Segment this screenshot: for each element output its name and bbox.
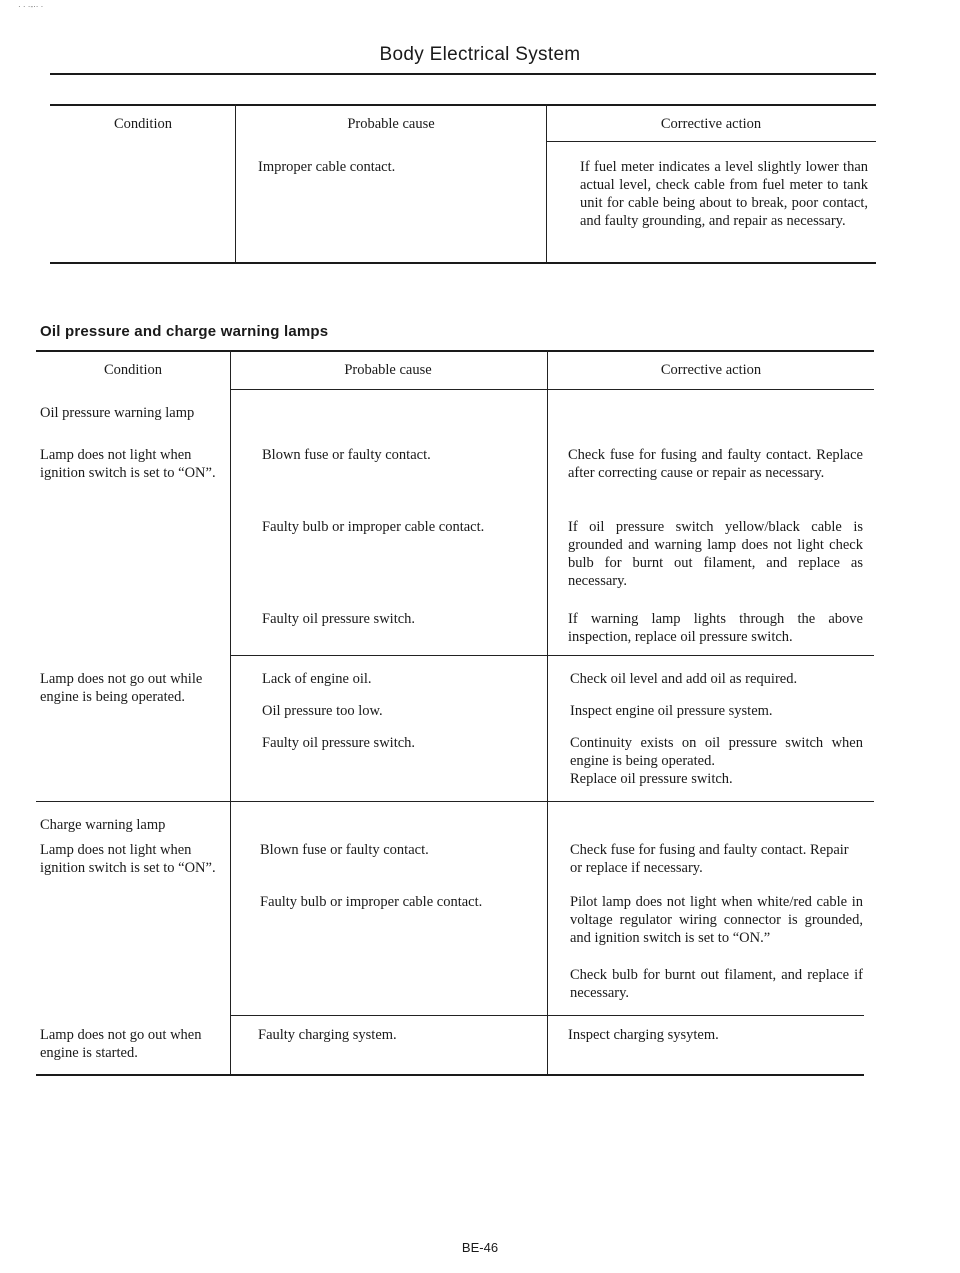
- charge-cause-blown-fuse: Blown fuse or faulty contact.: [260, 842, 429, 858]
- charge-lamp-title: Charge warning lamp: [40, 817, 166, 833]
- oil-group-rule: [230, 655, 874, 656]
- page-title: Body Electrical System: [379, 44, 581, 65]
- table1-header-rule: [546, 141, 876, 142]
- oil-cause-blown-fuse: Blown fuse or faulty contact.: [262, 447, 431, 463]
- charge-cause-system: Faulty charging system.: [258, 1027, 397, 1043]
- charge-condition-no-light: Lamp does not light when ignition switch is set to “ON”.: [40, 842, 216, 876]
- table1-header-condition: Condition: [113, 116, 172, 132]
- charge-cause-faulty-bulb: Faulty bulb or improper cable contact.: [260, 894, 483, 910]
- charge-action-blown-fuse: Check fuse for fusing and faulty contact. Repair or replace if necessary.: [570, 842, 849, 876]
- table2-divider-2: [547, 350, 548, 1074]
- oil-action-faulty-switch: If warning lamp lights through the above inspection, replace oil pressure switch.: [568, 611, 863, 645]
- table1-header-cause: Probable cause: [347, 116, 435, 132]
- table1-header-action: Corrective action: [660, 116, 762, 132]
- oil-cause-faulty-switch: Faulty oil pressure switch.: [262, 611, 416, 627]
- charge-condition-no-out: Lamp does not go out when engine is started.: [40, 1027, 202, 1061]
- corner-mark: · · ·-·· ·: [18, 2, 44, 11]
- table2-header-condition: Condition: [103, 362, 162, 378]
- oil-action-switch-2b: Replace oil pressure switch.: [570, 771, 733, 787]
- table2-divider-1: [230, 350, 231, 1074]
- section-title: Oil pressure and charge warning lamps: [40, 323, 329, 340]
- oil-cause-lack-oil: Lack of engine oil.: [262, 671, 372, 687]
- oil-cause-pressure-low: Oil pressure too low.: [262, 703, 383, 719]
- charge-action-system: Inspect charging sysytem.: [568, 1027, 719, 1043]
- oil-action-switch-2a: Continuity exists on oil pressure switch when engine is being operated.: [570, 735, 863, 769]
- oil-action-faulty-bulb: If oil pressure switch yellow/black cable is grounded and warning lamp does not light check bulb for burnt out filament, and replace as necessary.: [568, 519, 863, 589]
- oil-condition-no-light: Lamp does not light when ignition switch is set to “ON”.: [40, 447, 216, 481]
- table2-bottom-rule: [36, 1074, 864, 1076]
- charge-group-rule: [230, 1015, 864, 1016]
- table2-top-rule: [36, 350, 874, 352]
- oil-action-pressure-low: Inspect engine oil pressure system.: [570, 703, 773, 719]
- table1-divider-1: [235, 104, 236, 262]
- title-rule: [50, 73, 876, 75]
- oil-action-lack-oil: Check oil level and add oil as required.: [570, 671, 798, 687]
- table1-bottom-rule: [50, 262, 876, 264]
- oil-condition-no-out: Lamp does not go out while engine is being operated.: [40, 671, 203, 705]
- page-number: BE-46: [461, 1240, 499, 1255]
- oil-lamp-title: Oil pressure warning lamp: [40, 405, 195, 421]
- table1-action: If fuel meter indicates a level slightly lower than actual level, check cable from fuel meter to tank unit for cable being about to break, poor contact, and faulty grounding, and repair as necessary.: [580, 159, 868, 229]
- table2-header-rule: [230, 389, 874, 390]
- section-divider-rule: [36, 801, 874, 802]
- table1-divider-2: [546, 104, 547, 262]
- table1-top-rule: [50, 104, 876, 106]
- table2-header-cause: Probable cause: [344, 362, 432, 378]
- table2-header-action: Corrective action: [660, 362, 762, 378]
- charge-action-faulty-bulb-b: Check bulb for burnt out filament, and replace if necessary.: [570, 967, 863, 1001]
- table1-cause: Improper cable contact.: [258, 159, 396, 175]
- oil-cause-faulty-bulb: Faulty bulb or improper cable contact.: [262, 519, 485, 535]
- oil-action-blown-fuse: Check fuse for fusing and faulty contact. Replace after correcting cause or repair as necessary.: [568, 447, 863, 481]
- charge-action-faulty-bulb-a: Pilot lamp does not light when white/red cable in voltage regulator wiring connector is grounded, and ignition switch is set to “ON.”: [570, 894, 863, 946]
- oil-cause-switch-2: Faulty oil pressure switch.: [262, 735, 416, 751]
